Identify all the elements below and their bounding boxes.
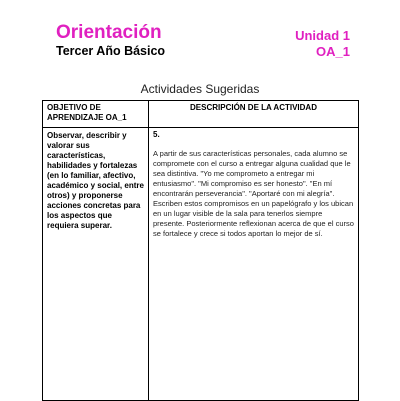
oa-code: OA_1 [316, 44, 350, 59]
page-title: Orientación [56, 22, 162, 43]
section-title: Actividades Sugeridas [140, 82, 260, 96]
table-row [43, 128, 359, 401]
activity-description: A partir de sus características personales, cada alumno se compromete con el curso a entregar alguna cualidad que le sea distintiva. "Yo me comprometo a entregar mi entusiasmo". "Mi compromiso es ser honesto". "En mí encontrarán perseverancia". "Aportaré con mi alegría". Escriben estos compromisos en un papelógrafo y los ubican en un lugar visible de la sala para tenerlos siempre presente. Posteriormente reflexionan acerca de que el curso se fortalece y crece si todos aportan lo mejor de sí. [153, 149, 354, 238]
activity-number: 5. [153, 130, 160, 139]
objective-text: Observar, describir y valorar sus características, habilidades y fortalezas (en lo familiar, afectivo, académico y social, entre otros) y proponerse acciones concretas para los aspectos que requiera superar. [47, 131, 144, 230]
table-header-row [43, 101, 359, 128]
activity-cell [149, 128, 359, 401]
objective-cell [43, 128, 149, 401]
unit-label: Unidad 1 [295, 28, 350, 43]
objective-column-header: OBJETIVO DE APRENDIZAJE OA_1 [43, 101, 149, 128]
grade-label: Tercer Año Básico [56, 44, 166, 58]
description-column-header: DESCRIPCIÓN DE LA ACTIVIDAD [149, 101, 359, 128]
activities-table [42, 100, 359, 401]
